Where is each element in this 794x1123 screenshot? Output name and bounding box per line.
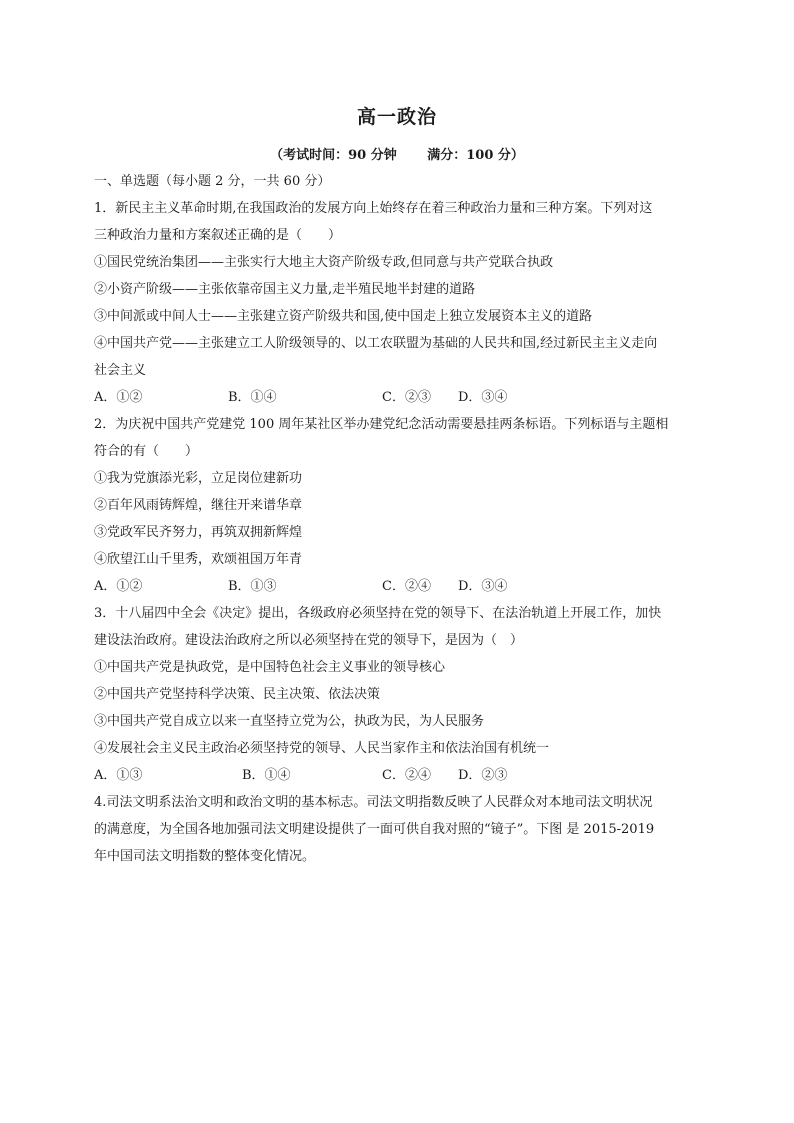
statement-item: ①中国共产党是执政党，是中国特色社会主义事业的领导核心 — [94, 660, 446, 675]
statement-item: ③党政军民齐努力，再筑双拥新辉煌 — [94, 525, 303, 540]
answer-options — [94, 384, 704, 411]
option-a: A．①② — [94, 579, 143, 594]
question-stem: 2．为庆祝中国共产党建党 100 周年某社区举办建党纪念活动需要悬挂两条标语。下列标语与主题相 — [94, 417, 669, 432]
option-b: B．①④ — [242, 768, 291, 783]
statement-item: ④中国共产党——主张建立工人阶级领导的、以工农联盟为基础的人民共和国,经过新民主主义走向 — [94, 336, 658, 351]
statement-item: ①国民党统治集团——主张实行大地主大资产阶级专政,但同意与共产党联合执政 — [94, 255, 554, 270]
question-1 — [94, 195, 704, 411]
question-4 — [94, 789, 704, 870]
statement-item: ③中间派或中间人士——主张建立资产阶级共和国,使中国走上独立发展资本主义的道路 — [94, 309, 593, 324]
option-c: C．②③ — [382, 390, 431, 405]
option-d: D．③④ — [458, 390, 508, 405]
page-title: 高一政治 — [356, 106, 437, 128]
question-2 — [94, 411, 704, 600]
exam-content — [94, 168, 704, 870]
section-heading: 一、单选题（每小题 2 分，一共 60 分） — [94, 174, 331, 189]
option-c: C．②④ — [382, 579, 431, 594]
question-stem: 年中国司法文明指数的整体变化情况。 — [94, 849, 316, 864]
question-stem: 1．新民主主义革命时期,在我国政治的发展方向上始终存在着三种政治力量和三种方案。下列对这 — [94, 201, 653, 216]
question-stem: 符合的有（ ） — [94, 444, 199, 459]
option-c: C．②④ — [382, 768, 431, 783]
option-b: B．①④ — [228, 390, 277, 405]
question-3 — [94, 600, 704, 789]
answer-options — [94, 762, 704, 789]
statement-item: ④发展社会主义民主政治必须坚持党的领导、人民当家作主和依法治国有机统一 — [94, 741, 550, 756]
answer-options — [94, 573, 704, 600]
question-stem: 的满意度，为全国各地加强司法文明建设提供了一面可供自我对照的“镜子”。下图 是 2015-2019 — [94, 822, 655, 837]
option-a: A．①③ — [94, 768, 143, 783]
question-stem: 3．十八届四中全会《决定》提出，各级政府必须坚持在党的领导下、在法治轨道上开展工作，加快 — [94, 606, 662, 621]
question-stem: 建设法治政府。建设法治政府之所以必须坚持在党的领导下，是因为（ ） — [94, 633, 524, 648]
statement-item: ③中国共产党自成立以来一直坚持立党为公，执政为民，为人民服务 — [94, 714, 485, 729]
statement-item: ②中国共产党坚持科学决策、民主决策、依法决策 — [94, 687, 381, 702]
option-b: B．①③ — [228, 579, 277, 594]
question-stem: 4.司法文明系法治文明和政治文明的基本标志。司法文明指数反映了人民群众对本地司法文明状况 — [94, 795, 653, 810]
statement-item: ④欣望江山千里秀，欢颂祖国万年青 — [94, 552, 303, 567]
statement-item: ②百年风雨铸辉煌，继往开来谱华章 — [94, 498, 303, 513]
option-a: A．①② — [94, 390, 143, 405]
statement-item: 社会主义 — [94, 363, 147, 378]
option-d: D．③④ — [458, 579, 508, 594]
statement-item: ①我为党旗添光彩，立足岗位建新功 — [94, 471, 303, 486]
statement-item: ②小资产阶级——主张依靠帝国主义力量,走半殖民地半封建的道路 — [94, 282, 476, 297]
exam-info: （考试时间：90 分钟 满分：100 分） — [270, 148, 524, 163]
option-d: D．②③ — [458, 768, 508, 783]
question-stem: 三种政治力量和方案叙述正确的是（ ） — [94, 228, 342, 243]
